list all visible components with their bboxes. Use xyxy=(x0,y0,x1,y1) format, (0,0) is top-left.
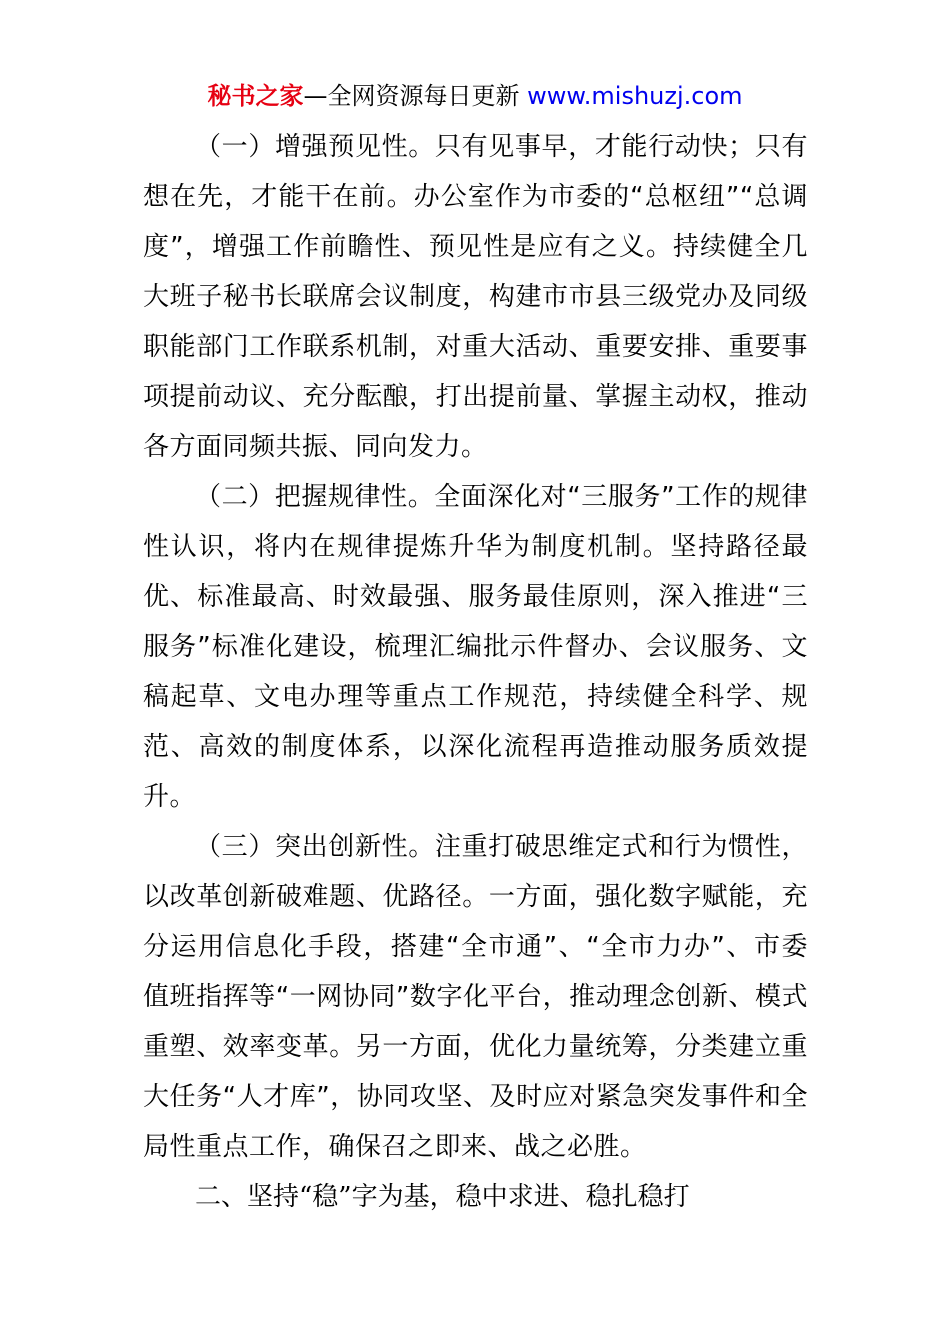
paragraph-foresight: （一）增强预见性。只有见事早，才能行动快；只有想在先，才能干在前。办公室作为市委的“总枢纽”“总调度”，增强工作前瞻性、预见性是应有之义。持续健全几大班子秘书长联席会议制度，构建市市县三级党办及同级职能部门工作联系机制，对重大活动、重要安排、重要事项提前动议、充分酝酿，打出提前量、掌握主动权，推动各方面同频共振、同向发力。 xyxy=(143,132,808,462)
paragraph-innovation: （三）突出创新性。注重打破思维定式和行为惯性，以改革创新破难题、优路径。一方面，强化数字赋能，充分运用信息化手段，搭建“全市通”、“全市力办”、市委值班指挥等“一网协同”数字化平台，推动理念创新、模式重塑、效率变革。另一方面，优化力量统筹，分类建立重大任务“人才库”，协同攻坚、及时应对紧急突发事件和全局性重点工作，确保召之即来、战之必胜。 xyxy=(143,832,808,1162)
section-heading: 二、坚持“稳”字为基，稳中求进、稳扎稳打 xyxy=(195,1182,690,1212)
site-header xyxy=(0,80,950,112)
site-brand: 秘书之家 xyxy=(207,82,304,110)
site-tagline: —全网资源每日更新 xyxy=(303,82,528,110)
paragraph-regularity: （二）把握规律性。全面深化对“三服务”工作的规律性认识，将内在规律提炼升华为制度机制。坚持路径最优、标准最高、时效最强、服务最佳原则，深入推进“三服务”标准化建设，梳理汇编批示件督办、会议服务、文稿起草、文电办理等重点工作规范，持续健全科学、规范、高效的制度体系，以深化流程再造推动服务质效提升。 xyxy=(143,482,808,812)
document-body xyxy=(143,122,808,1222)
site-url-link[interactable]: www.mishuzj.com xyxy=(527,82,743,110)
